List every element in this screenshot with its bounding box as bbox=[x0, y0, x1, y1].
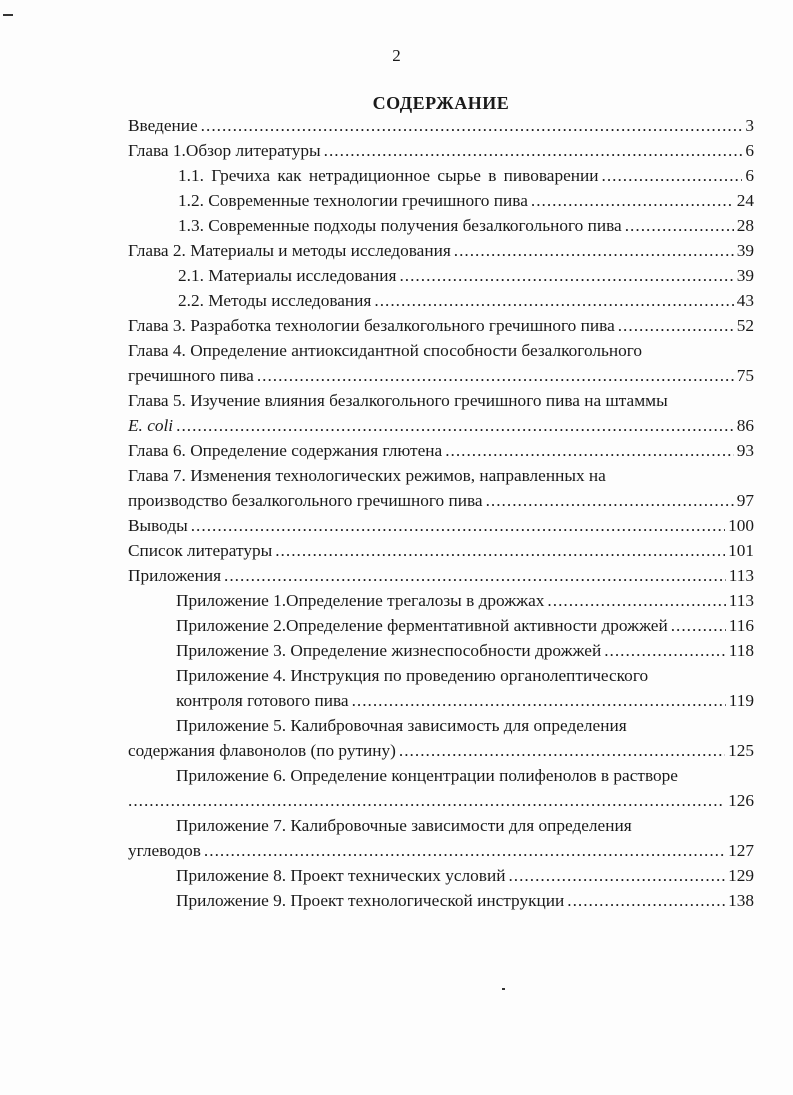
toc-entry-text: Выводы bbox=[128, 516, 188, 535]
toc-entry-chapter-1[interactable] bbox=[128, 138, 754, 163]
toc-entry-appendix-1[interactable] bbox=[128, 588, 754, 613]
toc-entry-text: Глава 3. Разработка технологии безалкогольного гречишного пива bbox=[128, 316, 615, 335]
toc-entry-text: Приложение 9. Проект технологической инструкции bbox=[176, 891, 565, 910]
toc-entry-text: производство безалкогольного гречишного пива bbox=[128, 491, 483, 510]
toc-entry-text: Глава 1.Обзор литературы bbox=[128, 141, 321, 160]
toc-entry-page: 119 bbox=[728, 691, 754, 710]
page-number: 2 bbox=[392, 46, 401, 65]
leader-dots bbox=[374, 288, 733, 313]
toc-entry-text: 1.1. Гречиха как нетрадиционное сырье в пивоварении bbox=[178, 166, 599, 185]
leader-dots bbox=[352, 688, 726, 713]
toc-entry-page: 75 bbox=[736, 366, 754, 385]
toc-entry-section-2-2[interactable] bbox=[128, 288, 754, 313]
toc-entry-section-1-3[interactable] bbox=[128, 213, 754, 238]
toc-entry-text: 2.2. Методы исследования bbox=[178, 291, 372, 310]
leader-dots bbox=[201, 113, 743, 138]
toc-entry-text: содержания флавонолов (по рутину) bbox=[128, 741, 396, 760]
toc-entry-page: 127 bbox=[728, 841, 754, 860]
toc-entry-page: 28 bbox=[736, 216, 754, 235]
toc-entry-text: Список литературы bbox=[128, 541, 273, 560]
toc-entry-chapter-5-line-1[interactable] bbox=[128, 388, 754, 413]
toc-entry-page: 101 bbox=[728, 541, 754, 560]
toc-entry-page: 43 bbox=[736, 291, 754, 310]
toc-entry-page: 24 bbox=[736, 191, 754, 210]
leader-dots bbox=[486, 488, 734, 513]
toc-entry-page: 125 bbox=[728, 741, 754, 760]
toc-entry-appendices[interactable] bbox=[128, 563, 754, 588]
toc-entry-chapter-6[interactable] bbox=[128, 438, 754, 463]
toc-entry-references[interactable] bbox=[128, 538, 754, 563]
toc-entry-appendix-4-line-1[interactable] bbox=[128, 663, 754, 688]
leader-dots bbox=[625, 213, 734, 238]
leader-dots bbox=[191, 513, 725, 538]
toc-entry-text: Приложение 6. Определение концентрации полифенолов в растворе bbox=[176, 766, 678, 785]
toc-entry-page: 126 bbox=[728, 791, 754, 810]
toc-entry-text: Приложения bbox=[128, 566, 222, 585]
leader-dots bbox=[671, 613, 726, 638]
toc-entry-page: 86 bbox=[736, 416, 754, 435]
table-of-contents bbox=[128, 113, 754, 913]
leader-dots bbox=[531, 188, 734, 213]
leader-dots bbox=[618, 313, 734, 338]
toc-entry-conclusions[interactable] bbox=[128, 513, 754, 538]
toc-entry-appendix-3[interactable] bbox=[128, 638, 754, 663]
toc-entry-chapter-2[interactable] bbox=[128, 238, 754, 263]
toc-entry-section-1-2[interactable] bbox=[128, 188, 754, 213]
toc-entry-text: Приложение 5. Калибровочная зависимость для определения bbox=[176, 716, 627, 735]
toc-entry-appendix-9[interactable] bbox=[128, 888, 754, 913]
leader-dots bbox=[399, 738, 725, 763]
toc-entry-appendix-5-line-2[interactable] bbox=[128, 738, 754, 763]
toc-entry-text: Введение bbox=[128, 116, 198, 135]
toc-entry-text: Приложение 7. Калибровочные зависимости для определения bbox=[176, 816, 632, 835]
toc-entry-page: 138 bbox=[728, 891, 754, 910]
toc-entry-page: 39 bbox=[736, 241, 754, 260]
toc-entry-page: 116 bbox=[728, 616, 754, 635]
toc-entry-text: E. coli bbox=[128, 416, 174, 435]
toc-entry-page: 39 bbox=[736, 266, 754, 285]
leader-dots bbox=[508, 863, 725, 888]
toc-entry-text: контроля готового пива bbox=[176, 691, 349, 710]
leader-dots bbox=[176, 413, 734, 438]
leader-dots bbox=[602, 163, 743, 188]
leader-dots bbox=[324, 138, 743, 163]
leader-dots bbox=[547, 588, 725, 613]
toc-entry-text: гречишного пива bbox=[128, 366, 254, 385]
toc-entry-chapter-4-line-2[interactable] bbox=[128, 363, 754, 388]
leader-dots bbox=[445, 438, 734, 463]
toc-entry-text: 1.3. Современные подходы получения безалкогольного пива bbox=[178, 216, 622, 235]
scan-mark bbox=[502, 988, 505, 990]
leader-dots bbox=[204, 838, 725, 863]
toc-entry-text: Глава 4. Определение антиоксидантной способности безалкогольного bbox=[128, 341, 643, 360]
toc-entry-appendix-4-line-2[interactable] bbox=[128, 688, 754, 713]
toc-entry-text: Глава 6. Определение содержания глютена bbox=[128, 441, 443, 460]
toc-entry-chapter-7-line-2[interactable] bbox=[128, 488, 754, 513]
leader-dots bbox=[257, 363, 734, 388]
leader-dots bbox=[128, 788, 725, 813]
toc-entry-intro[interactable] bbox=[128, 113, 754, 138]
toc-entry-text: Глава 7. Изменения технологических режимов, направленных на bbox=[128, 466, 606, 485]
toc-entry-page: 129 bbox=[728, 866, 754, 885]
scan-mark bbox=[3, 14, 13, 16]
toc-entry-page: 6 bbox=[745, 141, 754, 160]
toc-entry-chapter-7-line-1[interactable] bbox=[128, 463, 754, 488]
leader-dots bbox=[454, 238, 734, 263]
toc-entry-appendix-6-line-2[interactable] bbox=[128, 788, 754, 813]
toc-entry-appendix-6-line-1[interactable] bbox=[128, 763, 754, 788]
toc-entry-chapter-5-line-2[interactable] bbox=[128, 413, 754, 438]
toc-entry-appendix-7-line-2[interactable] bbox=[128, 838, 754, 863]
toc-entry-section-2-1[interactable] bbox=[128, 263, 754, 288]
leader-dots bbox=[399, 263, 733, 288]
toc-entry-text: Глава 2. Материалы и методы исследования bbox=[128, 241, 451, 260]
toc-entry-page: 3 bbox=[745, 116, 754, 135]
toc-entry-text: Приложение 3. Определение жизнеспособности дрожжей bbox=[176, 641, 602, 660]
toc-entry-chapter-4-line-1[interactable] bbox=[128, 338, 754, 363]
toc-entry-appendix-5-line-1[interactable] bbox=[128, 713, 754, 738]
toc-entry-text: Приложение 2.Определение ферментативной активности дрожжей bbox=[176, 616, 668, 635]
toc-entry-text: Глава 5. Изучение влияния безалкогольного гречишного пива на штаммы bbox=[128, 391, 668, 410]
page-title: СОДЕРЖАНИЕ bbox=[372, 93, 510, 113]
toc-entry-page: 113 bbox=[728, 566, 754, 585]
toc-entry-text: углеводов bbox=[128, 841, 201, 860]
toc-entry-chapter-3[interactable] bbox=[128, 313, 754, 338]
toc-entry-page: 100 bbox=[728, 516, 754, 535]
toc-entry-text: 2.1. Материалы исследования bbox=[178, 266, 397, 285]
toc-entry-page: 118 bbox=[728, 641, 754, 660]
toc-entry-page: 93 bbox=[736, 441, 754, 460]
toc-entry-page: 52 bbox=[736, 316, 754, 335]
leader-dots bbox=[224, 563, 726, 588]
toc-entry-appendix-8[interactable] bbox=[128, 863, 754, 888]
leader-dots bbox=[567, 888, 725, 913]
toc-entry-page: 97 bbox=[736, 491, 754, 510]
toc-entry-text: Приложение 1.Определение трегалозы в дрожжах bbox=[176, 591, 545, 610]
leader-dots bbox=[604, 638, 726, 663]
toc-entry-text: Приложение 8. Проект технических условий bbox=[176, 866, 506, 885]
toc-entry-appendix-2[interactable] bbox=[128, 613, 754, 638]
toc-entry-text: 1.2. Современные технологии гречишного пива bbox=[178, 191, 528, 210]
toc-entry-page: 6 bbox=[745, 166, 754, 185]
toc-entry-page: 113 bbox=[728, 591, 754, 610]
toc-entry-appendix-7-line-1[interactable] bbox=[128, 813, 754, 838]
leader-dots bbox=[275, 538, 725, 563]
toc-entry-text: Приложение 4. Инструкция по проведению органолептического bbox=[176, 666, 649, 685]
toc-entry-section-1-1[interactable] bbox=[128, 163, 754, 188]
